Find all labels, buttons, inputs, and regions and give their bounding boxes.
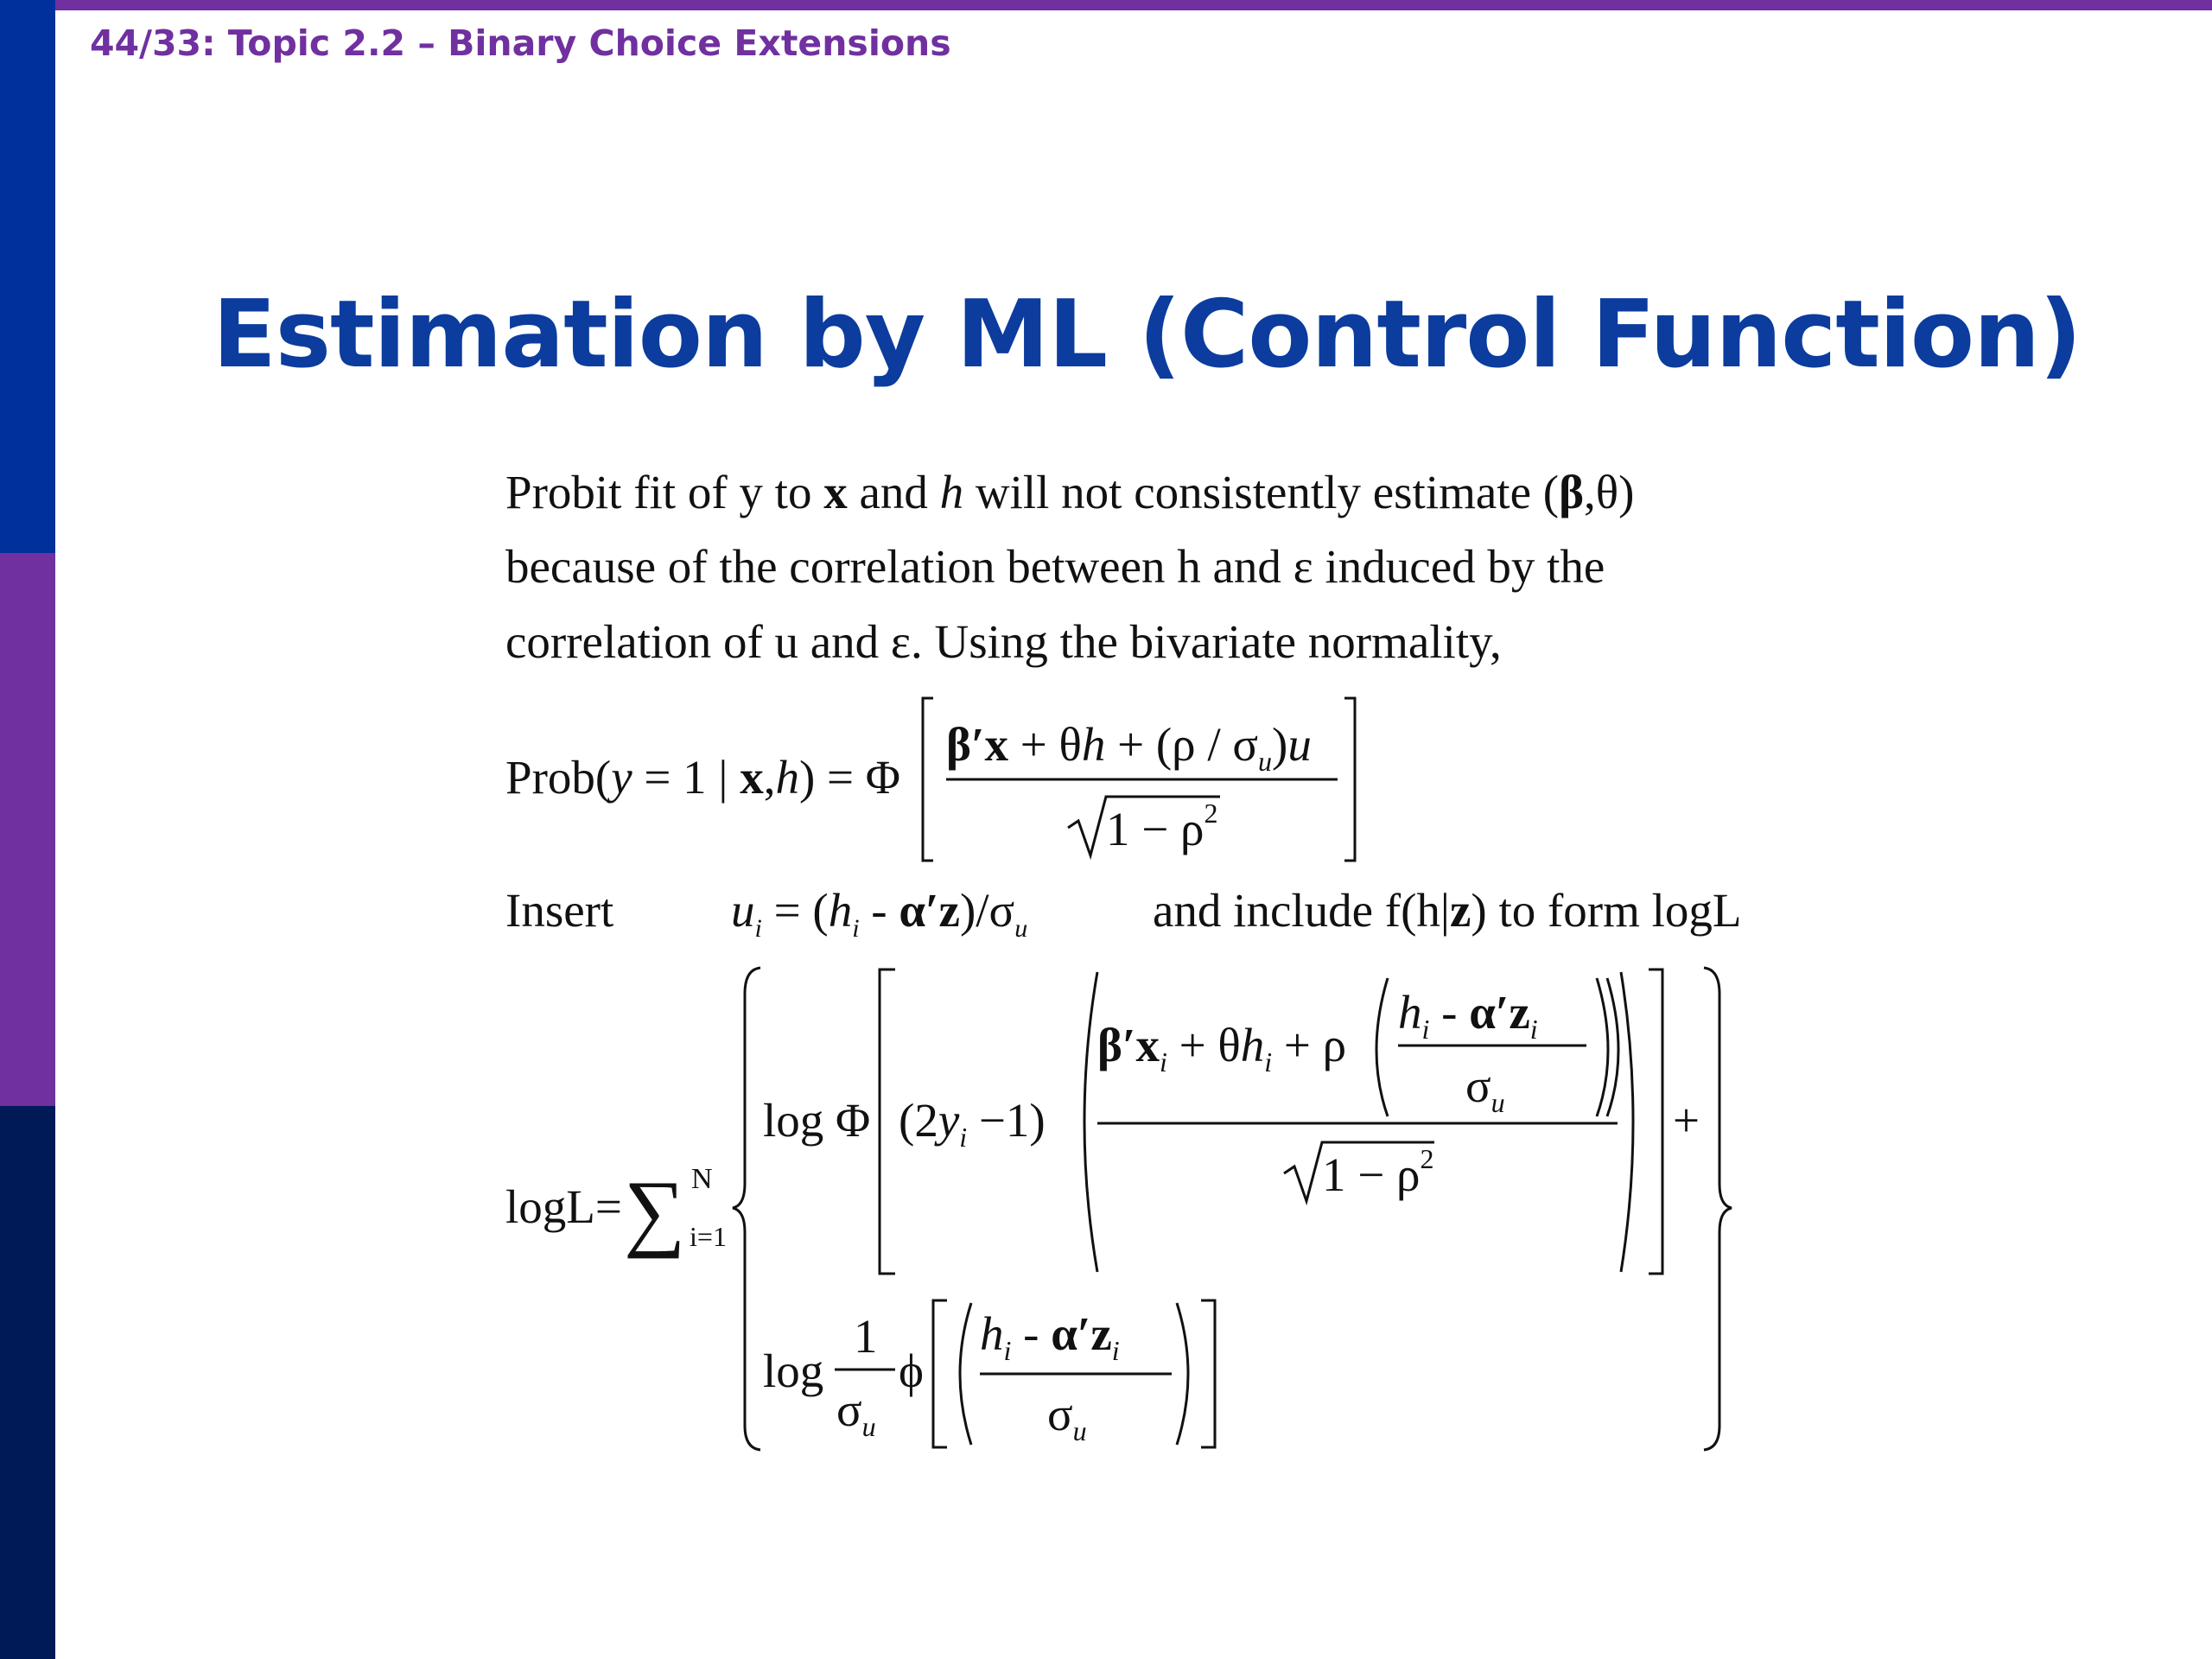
slide-header: 44/33: Topic 2.2 – Binary Choice Extensions — [90, 22, 951, 64]
svg-text:σu: $\sigma_u$ — [1465, 1059, 1505, 1118]
svg-text:+: + — [1673, 1094, 1700, 1147]
svg-text:hi - α′zi: $h_i - \alpha'z_i$ — [980, 1307, 1120, 1366]
svg-text:σu: $\sigma_u$ — [1047, 1388, 1087, 1446]
svg-text:(2yi −1): $(2y_i -1)$ — [899, 1094, 1046, 1153]
svg-text:hi - α′zi: $h_i - \alpha'z_i$ — [1398, 986, 1538, 1045]
svg-text:∑: ∑ — [624, 1163, 686, 1259]
svg-text:i=1: i=1 — [690, 1221, 727, 1252]
svg-text:log: log — [763, 1344, 824, 1397]
insert-tail-text: and include f(h|z) to form logL — [1153, 884, 1742, 937]
svg-text:β′x + θh + (ρ / σu)u: $\beta'x + \theta h + (\rho / \sigma_u)u$ — [946, 718, 1312, 777]
svg-text:log Φ: log Φ — [763, 1094, 871, 1147]
paragraph-line-2: because of the correlation between h and ε induced by the — [505, 540, 1605, 593]
svg-text:ϕ: ϕ — [899, 1344, 924, 1397]
svg-text:logL=: logL= — [505, 1180, 622, 1233]
svg-text:σu: $\sigma_u$ — [836, 1383, 876, 1442]
svg-text:1: 1 — [854, 1310, 878, 1363]
svg-text:1 − ρ2: $1 - \rho^2$ — [1322, 1143, 1434, 1201]
paragraph-line-1: Probit fit of y to x and h will not consistently estimate (β,θ) — [505, 466, 1635, 518]
slide-title: Estimation by ML (Control Function) — [213, 281, 2082, 389]
svg-text:Prob(y = 1 | x,h) = Φ: Prob(y = 1 | x,h) = Φ — [505, 751, 900, 804]
insert-label: Insert — [505, 884, 614, 937]
svg-text:β′xi + θhi + ρ: $\beta'x_i + \theta h_i + \rho$ — [1097, 1019, 1347, 1077]
svg-text:1 − ρ2: $1 - \rho^2$ — [1106, 798, 1218, 855]
paragraph-line-3: correlation of u and ε. Using the bivariate normality, — [505, 615, 1502, 668]
insert-equation: $u_i = (h_i - \alpha'z)/\sigma_u$ — [731, 884, 1028, 943]
svg-text:N: N — [691, 1163, 713, 1195]
